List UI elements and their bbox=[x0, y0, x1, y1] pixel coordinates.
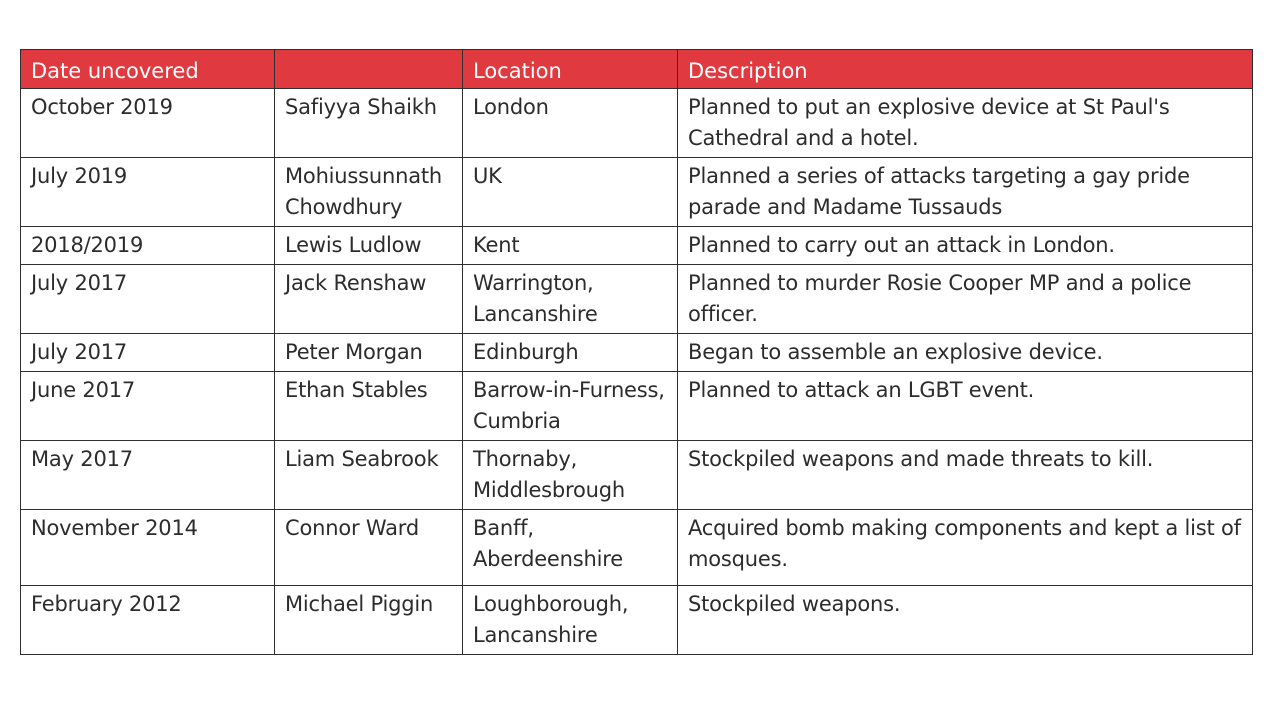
cell-location: Edinburgh bbox=[463, 334, 678, 372]
cell-date: July 2017 bbox=[21, 334, 275, 372]
table-row bbox=[21, 265, 1253, 334]
header-row bbox=[21, 50, 1253, 89]
table-row bbox=[21, 89, 1253, 158]
cell-name: Jack Renshaw bbox=[275, 265, 463, 334]
cell-location: UK bbox=[463, 158, 678, 227]
header-location: Location bbox=[463, 50, 678, 89]
cell-location: London bbox=[463, 89, 678, 158]
cell-name: Peter Morgan bbox=[275, 334, 463, 372]
cell-description: Acquired bomb making components and kept a list of mosques. bbox=[678, 510, 1253, 586]
cell-name: Mohiussunnath Chowdhury bbox=[275, 158, 463, 227]
cell-description: Stockpiled weapons and made threats to kill. bbox=[678, 441, 1253, 510]
cell-location: Barrow-in-Furness, Cumbria bbox=[463, 372, 678, 441]
table-row bbox=[21, 372, 1253, 441]
cell-date: 2018/2019 bbox=[21, 227, 275, 265]
cell-name: Lewis Ludlow bbox=[275, 227, 463, 265]
cell-name: Connor Ward bbox=[275, 510, 463, 586]
cell-description: Planned to murder Rosie Cooper MP and a police officer. bbox=[678, 265, 1253, 334]
cell-description: Stockpiled weapons. bbox=[678, 586, 1253, 655]
cell-location: Warrington, Lancanshire bbox=[463, 265, 678, 334]
table-row bbox=[21, 158, 1253, 227]
cell-description: Planned to carry out an attack in London. bbox=[678, 227, 1253, 265]
plots-table bbox=[20, 49, 1253, 655]
cell-date: June 2017 bbox=[21, 372, 275, 441]
table-row bbox=[21, 334, 1253, 372]
cell-date: May 2017 bbox=[21, 441, 275, 510]
cell-name: Safiyya Shaikh bbox=[275, 89, 463, 158]
header-description: Description bbox=[678, 50, 1253, 89]
table-row bbox=[21, 586, 1253, 655]
cell-date: July 2019 bbox=[21, 158, 275, 227]
cell-name: Ethan Stables bbox=[275, 372, 463, 441]
cell-description: Began to assemble an explosive device. bbox=[678, 334, 1253, 372]
table-row bbox=[21, 227, 1253, 265]
header-name bbox=[275, 50, 463, 89]
table-row bbox=[21, 510, 1253, 586]
cell-name: Liam Seabrook bbox=[275, 441, 463, 510]
cell-description: Planned a series of attacks targeting a gay pride parade and Madame Tussauds bbox=[678, 158, 1253, 227]
cell-date: November 2014 bbox=[21, 510, 275, 586]
table-row bbox=[21, 441, 1253, 510]
cell-date: July 2017 bbox=[21, 265, 275, 334]
cell-date: February 2012 bbox=[21, 586, 275, 655]
table-header bbox=[21, 50, 1253, 89]
header-date-uncovered: Date uncovered bbox=[21, 50, 275, 89]
table-body bbox=[21, 89, 1253, 655]
cell-date: October 2019 bbox=[21, 89, 275, 158]
cell-location: Banff, Aberdeenshire bbox=[463, 510, 678, 586]
cell-location: Kent bbox=[463, 227, 678, 265]
cell-location: Thornaby, Middlesbrough bbox=[463, 441, 678, 510]
cell-description: Planned to put an explosive device at St Paul's Cathedral and a hotel. bbox=[678, 89, 1253, 158]
cell-location: Loughborough, Lancanshire bbox=[463, 586, 678, 655]
cell-description: Planned to attack an LGBT event. bbox=[678, 372, 1253, 441]
cell-name: Michael Piggin bbox=[275, 586, 463, 655]
